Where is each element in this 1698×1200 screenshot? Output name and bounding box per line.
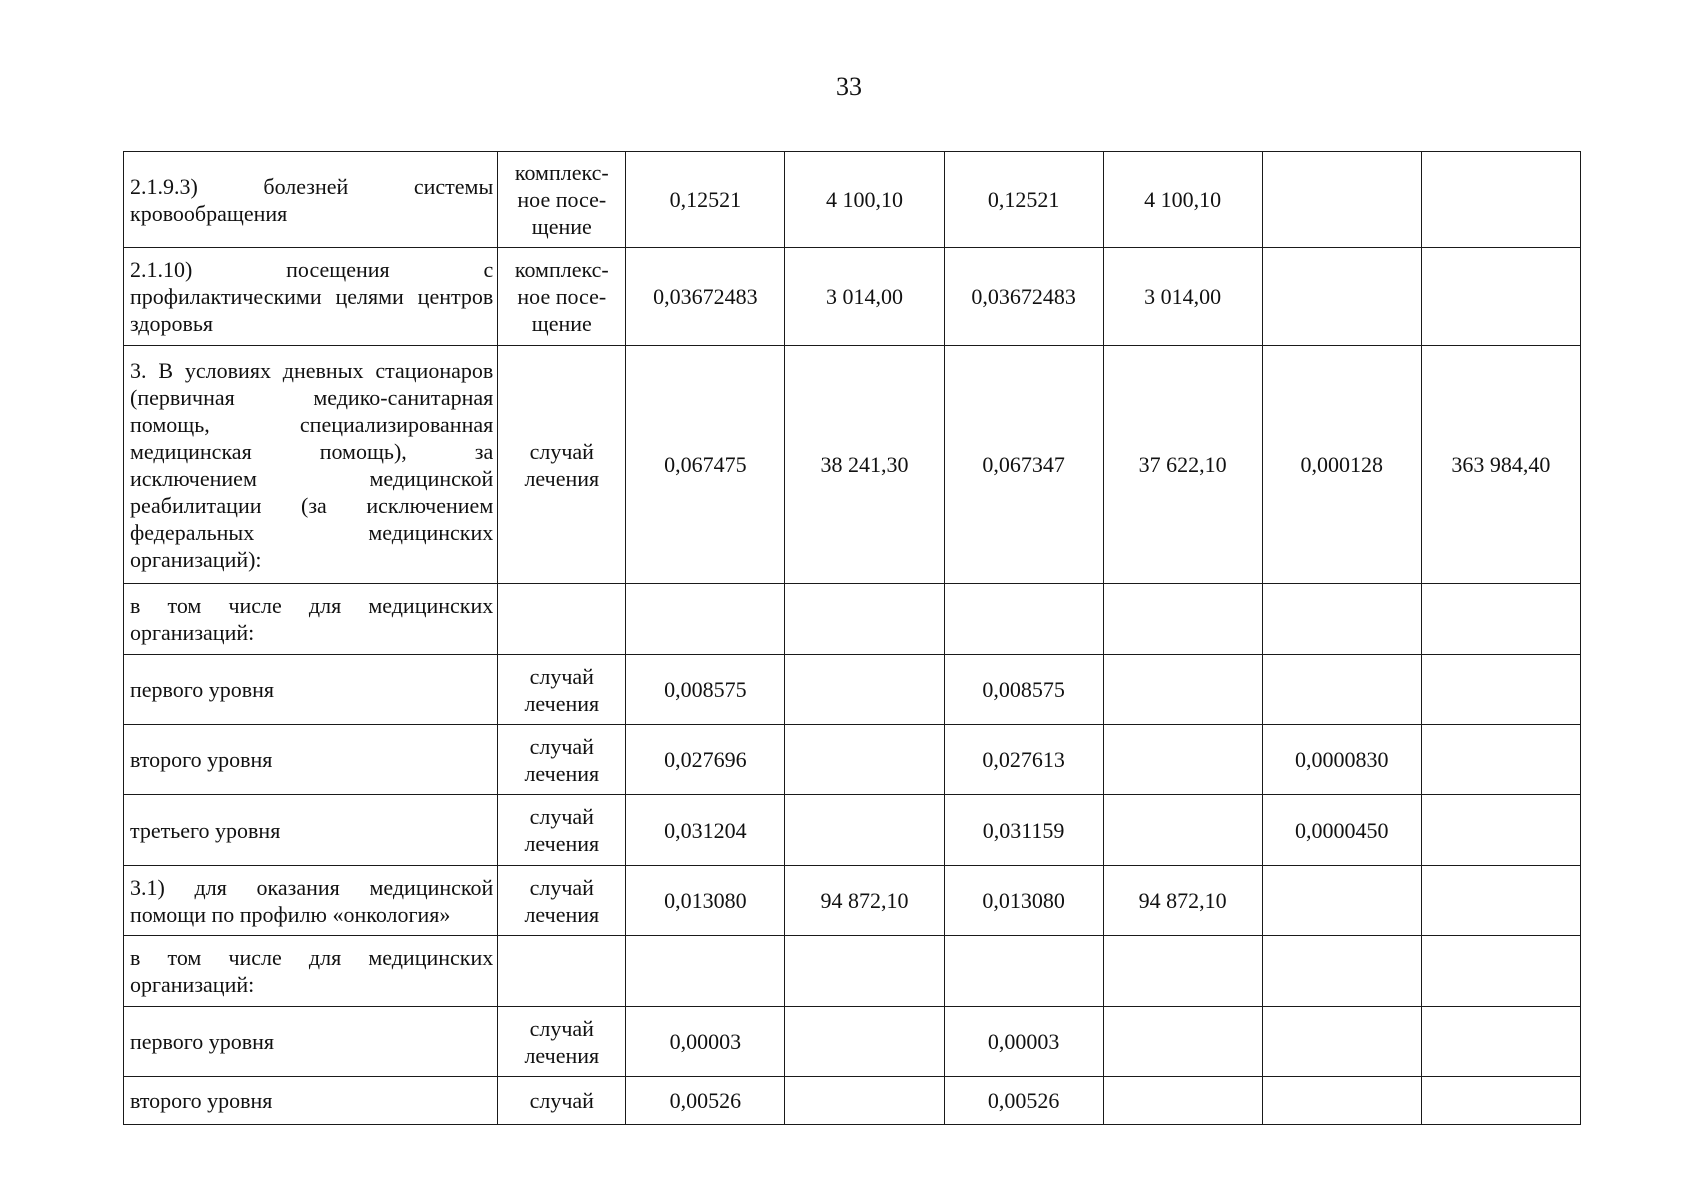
table-row (124, 795, 1581, 866)
unit-cell: случай лечения (498, 1007, 626, 1077)
row-name-cell: первого уровня (124, 655, 498, 725)
value-cell (944, 584, 1103, 655)
table-row (124, 152, 1581, 248)
unit-cell: комплекс-ное посе-щение (498, 248, 626, 346)
value-cell (626, 936, 785, 1007)
value-cell (1262, 866, 1421, 936)
value-cell: 363 984,40 (1421, 346, 1580, 584)
value-cell (785, 1007, 944, 1077)
value-cell (1421, 1007, 1580, 1077)
value-cell: 3 014,00 (785, 248, 944, 346)
value-cell (785, 655, 944, 725)
value-cell (1262, 1077, 1421, 1125)
value-cell (1103, 795, 1262, 866)
row-name-cell: в том числе для медицинских организаций: (124, 936, 498, 1007)
value-cell: 3 014,00 (1103, 248, 1262, 346)
table-row (124, 725, 1581, 795)
value-cell (1262, 936, 1421, 1007)
table-row (124, 866, 1581, 936)
value-cell: 0,067475 (626, 346, 785, 584)
unit-cell: комплекс-ное посе-щение (498, 152, 626, 248)
table-row (124, 655, 1581, 725)
value-cell (1421, 152, 1580, 248)
value-cell: 4 100,10 (1103, 152, 1262, 248)
value-cell: 4 100,10 (785, 152, 944, 248)
value-cell: 0,008575 (626, 655, 785, 725)
value-cell (1262, 1007, 1421, 1077)
unit-cell: случай лечения (498, 795, 626, 866)
value-cell (785, 936, 944, 1007)
row-name-cell: третьего уровня (124, 795, 498, 866)
unit-cell (498, 584, 626, 655)
value-cell (1262, 655, 1421, 725)
value-cell: 94 872,10 (1103, 866, 1262, 936)
value-cell: 0,00003 (626, 1007, 785, 1077)
value-cell (1103, 725, 1262, 795)
unit-cell: случай лечения (498, 725, 626, 795)
value-cell: 0,013080 (626, 866, 785, 936)
value-cell (944, 936, 1103, 1007)
value-cell: 0,027696 (626, 725, 785, 795)
value-cell: 0,013080 (944, 866, 1103, 936)
row-name-cell: второго уровня (124, 1077, 498, 1125)
page-number: 33 (836, 72, 862, 101)
row-name-cell: 2.1.9.3) болезней системы кровообращения (124, 152, 498, 248)
value-cell: 38 241,30 (785, 346, 944, 584)
value-cell (1421, 248, 1580, 346)
value-cell: 94 872,10 (785, 866, 944, 936)
value-cell: 0,031204 (626, 795, 785, 866)
value-cell (785, 725, 944, 795)
value-cell (785, 584, 944, 655)
value-cell: 0,0000450 (1262, 795, 1421, 866)
data-table (123, 151, 1581, 1125)
table-row (124, 1007, 1581, 1077)
value-cell (1421, 795, 1580, 866)
value-cell: 0,027613 (944, 725, 1103, 795)
table-row (124, 248, 1581, 346)
value-cell (1421, 866, 1580, 936)
value-cell (1103, 584, 1262, 655)
value-cell: 37 622,10 (1103, 346, 1262, 584)
value-cell: 0,067347 (944, 346, 1103, 584)
table-row (124, 346, 1581, 584)
value-cell: 0,12521 (626, 152, 785, 248)
value-cell (1103, 1077, 1262, 1125)
row-name-cell: 2.1.10) посещения с профилактическими целями центров здоровья (124, 248, 498, 346)
value-cell (1103, 655, 1262, 725)
value-cell: 0,03672483 (944, 248, 1103, 346)
value-cell: 0,03672483 (626, 248, 785, 346)
value-cell (1103, 1007, 1262, 1077)
value-cell (785, 795, 944, 866)
value-cell: 0,000128 (1262, 346, 1421, 584)
value-cell: 0,0000830 (1262, 725, 1421, 795)
table-row (124, 1077, 1581, 1125)
unit-cell (498, 936, 626, 1007)
value-cell (1421, 936, 1580, 1007)
unit-cell: случай лечения (498, 655, 626, 725)
value-cell (1421, 725, 1580, 795)
value-cell: 0,00003 (944, 1007, 1103, 1077)
row-name-cell: второго уровня (124, 725, 498, 795)
row-name-cell: в том числе для медицинских организаций: (124, 584, 498, 655)
value-cell (785, 1077, 944, 1125)
value-cell (1421, 1077, 1580, 1125)
table-row (124, 936, 1581, 1007)
value-cell (626, 584, 785, 655)
unit-cell: случай лечения (498, 346, 626, 584)
row-name-cell: 3.1) для оказания медицинской помощи по профилю «онкология» (124, 866, 498, 936)
unit-cell: случай (498, 1077, 626, 1125)
row-name-cell: первого уровня (124, 1007, 498, 1077)
value-cell: 0,00526 (944, 1077, 1103, 1125)
value-cell: 0,00526 (626, 1077, 785, 1125)
value-cell (1262, 248, 1421, 346)
unit-cell: случай лечения (498, 866, 626, 936)
value-cell (1262, 152, 1421, 248)
value-cell: 0,12521 (944, 152, 1103, 248)
value-cell: 0,008575 (944, 655, 1103, 725)
row-name-cell: 3. В условиях дневных стационаров (первичная медико-санитарная помощь, специализированная медицинская помощь), за исключением медицинской реабилитации (за исключением федеральных медицинских организаций): (124, 346, 498, 584)
value-cell (1421, 655, 1580, 725)
value-cell (1262, 584, 1421, 655)
value-cell: 0,031159 (944, 795, 1103, 866)
table-row (124, 584, 1581, 655)
value-cell (1421, 584, 1580, 655)
value-cell (1103, 936, 1262, 1007)
